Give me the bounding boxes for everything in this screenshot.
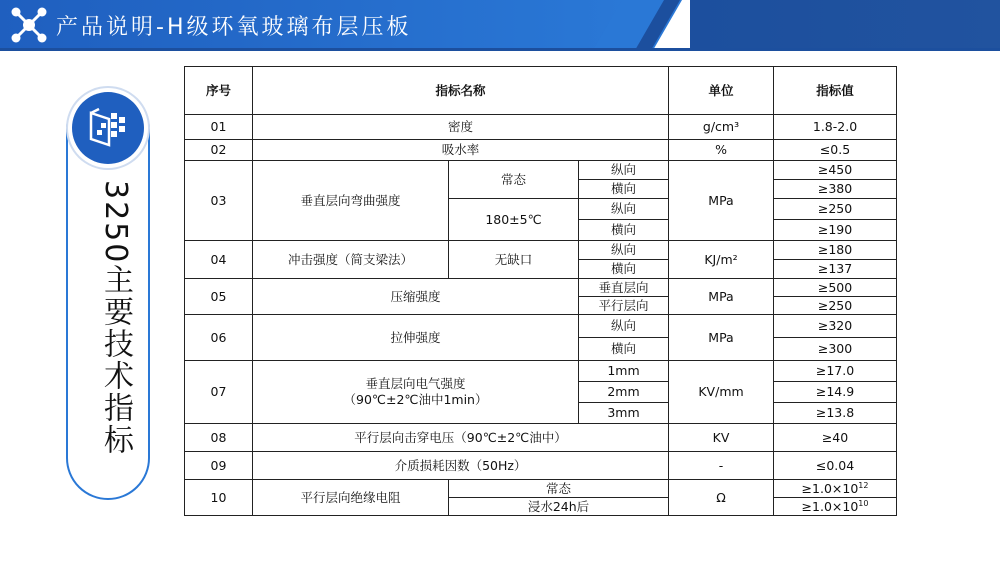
row-name: 介质损耗因数（50Hz） (253, 452, 669, 480)
row-unit: g/cm³ (669, 115, 774, 140)
row-unit: - (669, 452, 774, 480)
row-value: ≥14.9 (774, 382, 897, 403)
header-name: 指标名称 (253, 67, 669, 115)
row-unit: KV (669, 424, 774, 452)
page-title: 产品说明-H级环氧玻璃布层压板 (56, 15, 412, 40)
row-name (253, 361, 579, 424)
header-value: 指标值 (774, 67, 897, 115)
table-row (185, 140, 897, 161)
row-name-line2: （90℃±2℃油中1min） (343, 392, 488, 407)
row-value: ≥180 (774, 241, 897, 260)
row-unit: KJ/m² (669, 241, 774, 279)
row-no: 07 (185, 361, 253, 424)
header-banner (0, 0, 1000, 52)
header-underline (0, 48, 1000, 51)
row-name: 吸水率 (253, 140, 669, 161)
spec-table (184, 66, 897, 516)
row-value: ≥250 (774, 199, 897, 220)
row-no: 06 (185, 315, 253, 361)
row-no: 04 (185, 241, 253, 279)
row-thickness: 2mm (579, 382, 669, 403)
side-icon-badge (72, 92, 144, 164)
row-no: 01 (185, 115, 253, 140)
row-condition: 浸水24h后 (449, 498, 669, 516)
header-unit: 单位 (669, 67, 774, 115)
row-value: ≤0.04 (774, 452, 897, 480)
row-no: 08 (185, 424, 253, 452)
value-base: ≥1.0×10 (801, 480, 859, 496)
value-base: ≥1.0×10 (801, 498, 859, 514)
table-row (185, 361, 897, 382)
row-name: 拉伸强度 (253, 315, 579, 361)
row-condition: 无缺口 (449, 241, 579, 279)
row-thickness: 1mm (579, 361, 669, 382)
row-name: 冲击强度（简支梁法） (253, 241, 449, 279)
row-direction: 横向 (579, 180, 669, 199)
row-unit: MPa (669, 315, 774, 361)
table-row (185, 480, 897, 498)
row-value: ≥40 (774, 424, 897, 452)
row-value: ≥300 (774, 338, 897, 361)
table-row (185, 115, 897, 140)
row-no: 10 (185, 480, 253, 516)
row-unit: % (669, 140, 774, 161)
row-value: ≥250 (774, 297, 897, 315)
row-value: ≥17.0 (774, 361, 897, 382)
row-unit: KV/mm (669, 361, 774, 424)
row-value: ≥380 (774, 180, 897, 199)
table-row (185, 315, 897, 338)
row-unit: Ω (669, 480, 774, 516)
table-row (185, 279, 897, 297)
row-condition: 常态 (449, 161, 579, 199)
row-value: ≥320 (774, 315, 897, 338)
row-direction: 纵向 (579, 241, 669, 260)
row-direction: 纵向 (579, 161, 669, 180)
row-value: ≥500 (774, 279, 897, 297)
row-value: ≥137 (774, 260, 897, 279)
table-row (185, 452, 897, 480)
row-no: 09 (185, 452, 253, 480)
row-no: 02 (185, 140, 253, 161)
row-unit: MPa (669, 161, 774, 241)
row-value: ≥13.8 (774, 403, 897, 424)
value-exponent: 12 (858, 480, 869, 490)
row-value (774, 480, 897, 498)
table-row (185, 424, 897, 452)
row-value: 1.8-2.0 (774, 115, 897, 140)
row-value (774, 498, 897, 516)
header-no: 序号 (185, 67, 253, 115)
row-name: 平行层向绝缘电阻 (253, 480, 449, 516)
row-condition: 常态 (449, 480, 669, 498)
row-name: 压缩强度 (253, 279, 579, 315)
row-direction: 横向 (579, 338, 669, 361)
row-direction: 纵向 (579, 315, 669, 338)
row-direction: 横向 (579, 220, 669, 241)
molecule-icon (10, 6, 48, 44)
glass-cube-icon (85, 105, 131, 151)
row-value: ≥450 (774, 161, 897, 180)
row-direction: 平行层向 (579, 297, 669, 315)
row-name: 密度 (253, 115, 669, 140)
value-exponent: 10 (858, 498, 869, 508)
row-no: 05 (185, 279, 253, 315)
table-row (185, 161, 897, 180)
row-name: 平行层向击穿电压（90℃±2℃油中） (253, 424, 669, 452)
table-header-row (185, 67, 897, 115)
row-value: ≤0.5 (774, 140, 897, 161)
side-title: 3250主要技术指标 (98, 180, 133, 457)
row-value: ≥190 (774, 220, 897, 241)
header-bar-right (690, 0, 1000, 48)
row-condition: 180±5℃ (449, 199, 579, 241)
row-direction: 横向 (579, 260, 669, 279)
row-thickness: 3mm (579, 403, 669, 424)
row-name-line1: 垂直层向电气强度 (365, 376, 466, 392)
table-row (185, 241, 897, 260)
row-direction: 纵向 (579, 199, 669, 220)
row-unit: MPa (669, 279, 774, 315)
row-name: 垂直层向弯曲强度 (253, 161, 449, 241)
row-no: 03 (185, 161, 253, 241)
row-direction: 垂直层向 (579, 279, 669, 297)
